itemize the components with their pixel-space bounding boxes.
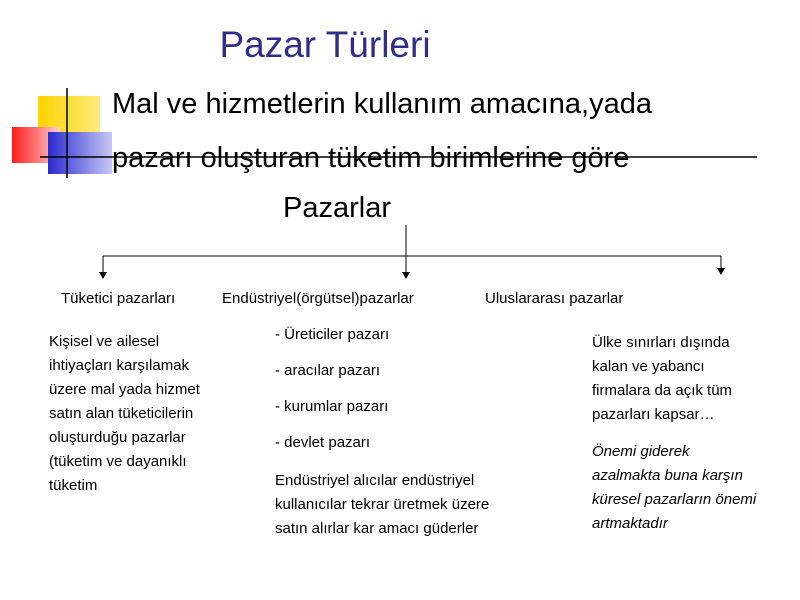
consumer-description	[49, 330, 200, 498]
consumer-description-line: oluşturduğu pazarlar	[49, 429, 186, 446]
page-title	[0, 24, 650, 66]
arrowhead-center	[402, 272, 410, 279]
international-description	[592, 331, 732, 427]
arrowheads	[99, 268, 725, 279]
intro-line-1: Mal ve hizmetlerin kullanım amacına,yada	[112, 88, 652, 120]
consumer-description-line: satın alan tüketicilerin	[49, 405, 194, 422]
consumer-description-line: tüketim	[49, 477, 98, 494]
arrowhead-right	[717, 268, 725, 275]
international-description-line: firmalara da açık tüm	[592, 382, 733, 399]
international-note-line: küresel pazarların önemi	[592, 491, 757, 508]
intro-line-2: pazarı oluşturan tüketim birimlerine göre	[112, 142, 630, 174]
industrial-item: - kurumlar pazarı	[275, 398, 389, 415]
center-node-label: Pazarlar	[283, 192, 391, 224]
arrowhead-left	[99, 272, 107, 279]
consumer-description-line: üzere mal yada hizmet	[49, 381, 200, 398]
international-note-line: azalmakta buna karşın	[592, 467, 743, 484]
international-description-line: Ülke sınırları dışında	[592, 334, 730, 351]
international-note	[592, 440, 756, 536]
industrial-description	[275, 469, 489, 541]
category-consumer: Tüketici pazarları	[61, 290, 176, 307]
industrial-item: - devlet pazarı	[275, 434, 371, 451]
category-international: Uluslararası pazarlar	[485, 290, 624, 307]
industrial-description-line: Endüstriyel alıcılar endüstriyel	[275, 472, 475, 489]
international-description-line: pazarları kapsar…	[592, 406, 715, 423]
industrial-item: - Üreticiler pazarı	[275, 326, 390, 343]
international-description-line: kalan ve yabancı	[592, 358, 705, 375]
page-title-text: Pazar Türleri	[219, 24, 431, 65]
category-industrial: Endüstriyel(örgütsel)pazarlar	[222, 290, 414, 307]
industrial-item: - aracılar pazarı	[275, 362, 381, 379]
industrial-description-line: kullanıcılar tekrar üretmek üzere	[275, 496, 490, 513]
blue-block	[48, 132, 112, 174]
international-note-line: Önemi giderek	[592, 443, 690, 460]
consumer-description-line: ihtiyaçları karşılamak	[49, 357, 190, 374]
consumer-description-line: (tüketim ve dayanıklı	[49, 453, 187, 470]
consumer-description-line: Kişisel ve ailesel	[49, 333, 160, 350]
industrial-description-line: satın alırlar kar amacı güderler	[275, 520, 479, 537]
international-note-line: artmaktadır	[592, 515, 668, 532]
connector-lines	[103, 225, 721, 272]
